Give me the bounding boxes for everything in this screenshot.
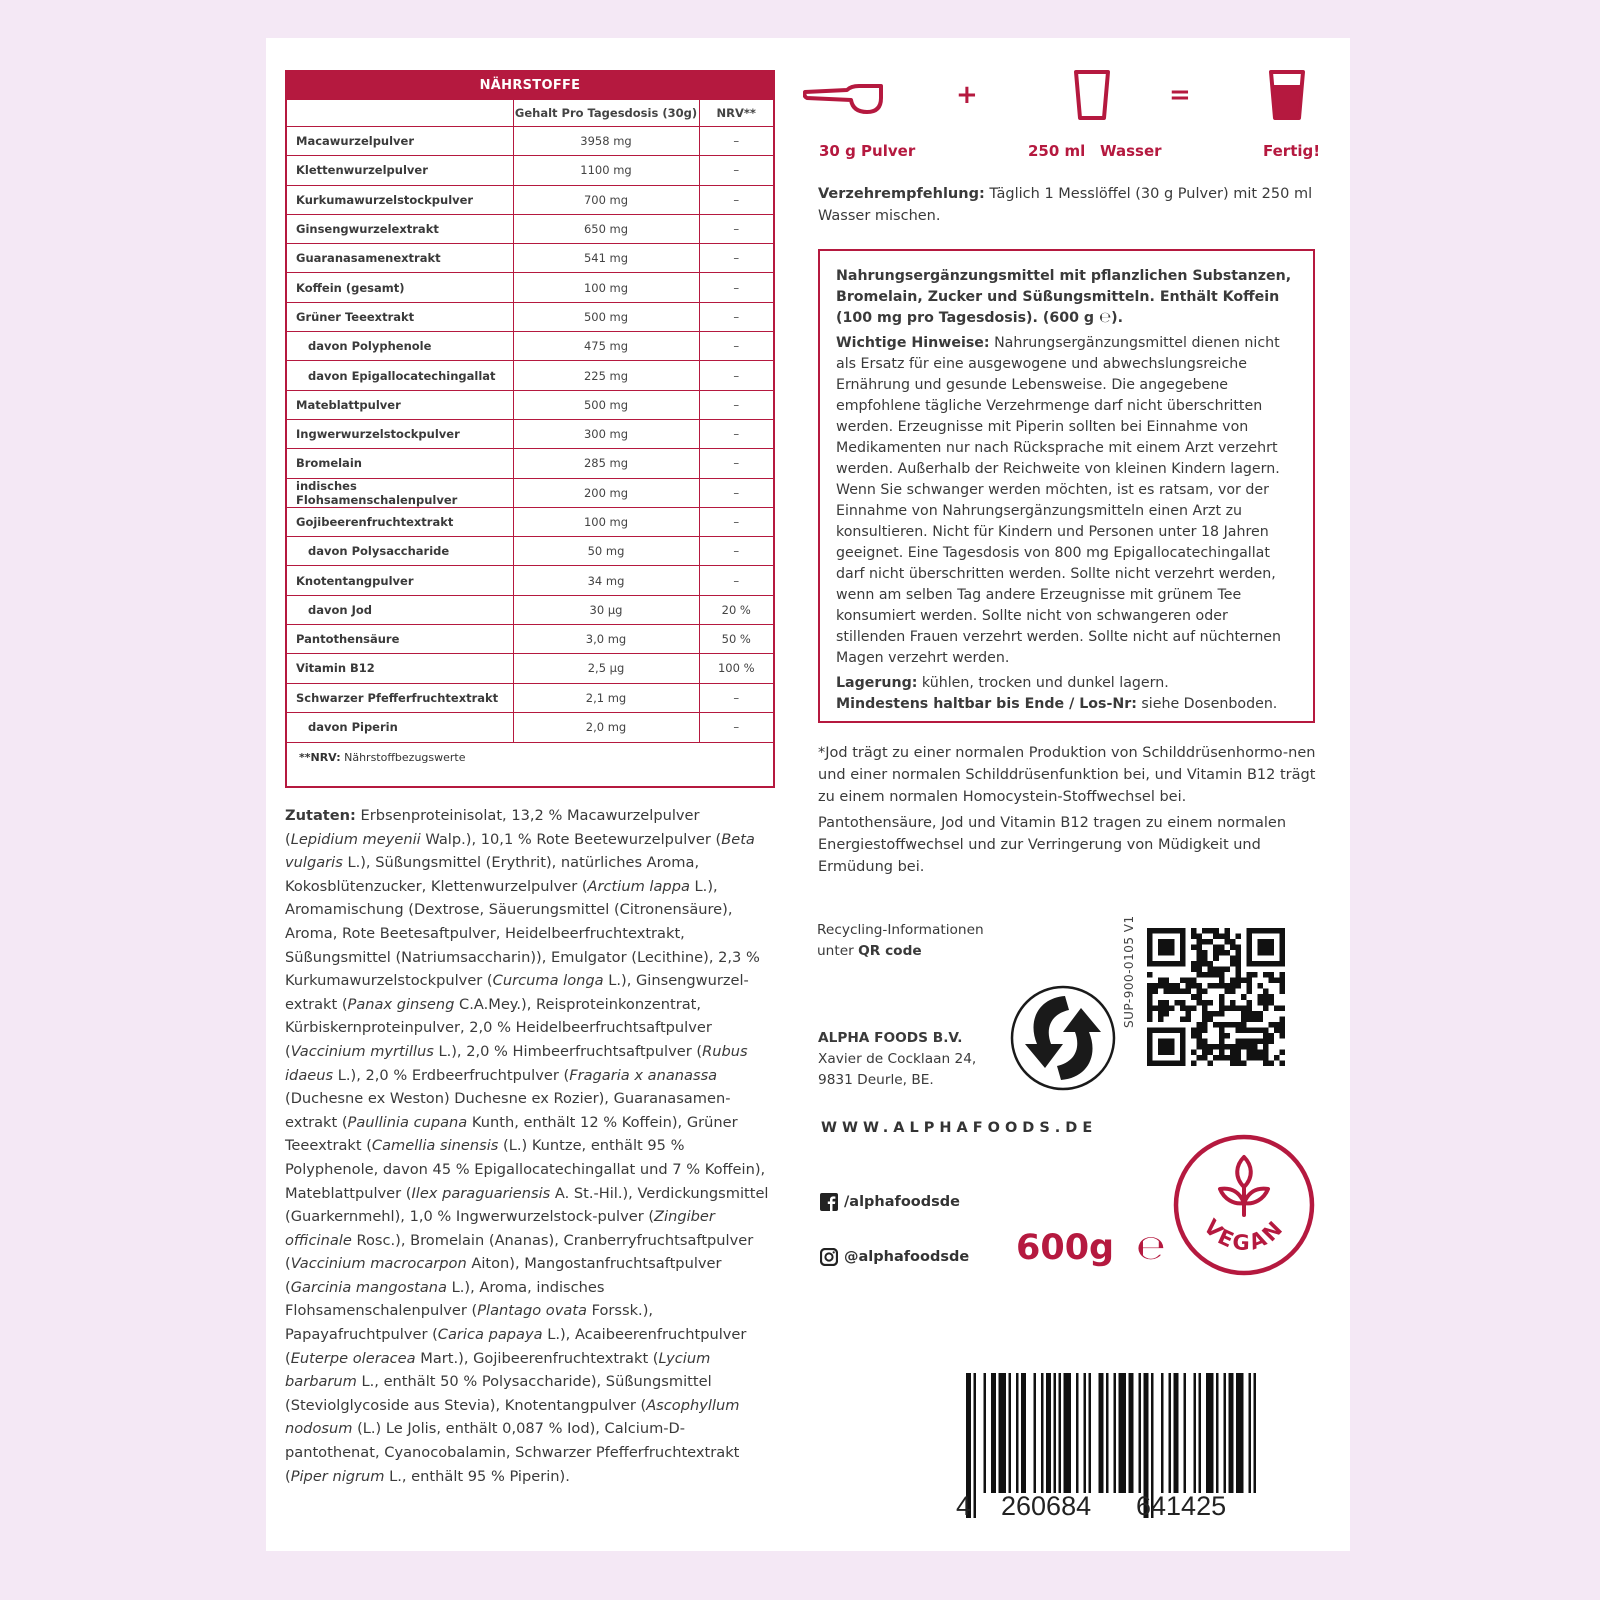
ingredient-latin-name: Garcinia mangostana <box>290 1278 447 1296</box>
barcode-bar <box>1021 1373 1026 1493</box>
nutrient-amount: 500 mg <box>513 302 699 331</box>
ingredient-text: L.), Acaibeerenfruchtpulver ( <box>285 1326 747 1367</box>
nutrient-nrv: – <box>699 156 773 185</box>
ingredient-text: L., enthält 95 % Piperin). <box>384 1467 570 1485</box>
instagram-link[interactable] <box>820 1248 969 1266</box>
nutrient-nrv: – <box>699 361 773 390</box>
ingredient-text: (L.) Kuntze, enthält 95 % Polyphenole, davon 45 % Epigallocatechingallat und 7 % Koffein), Mateblattpulver ( <box>285 1137 766 1202</box>
barcode-bar <box>1084 1373 1087 1493</box>
ingredient-text: Kunth, enthält 12 % Koffein), Grüner Teeextrakt ( <box>285 1113 738 1155</box>
nutrient-amount: 300 mg <box>513 419 699 448</box>
barcode-bar <box>1099 1373 1104 1493</box>
nutrient-nrv: – <box>699 507 773 536</box>
warning-intro: Nahrungsergänzungsmittel mit pflanzlichen Substanzen, Bromelain, Zucker und Süßungsmitteln. Enthält Koffein (100 mg pro Tagesdosis). (600 g ℮). <box>836 268 1292 326</box>
nutrition-row <box>287 683 773 712</box>
glass-empty-icon <box>1073 69 1111 121</box>
barcode-bar <box>984 1373 987 1493</box>
plus-sign: + <box>956 80 978 110</box>
nutrient-nrv: – <box>699 566 773 595</box>
barcode-bar <box>1034 1373 1037 1493</box>
header-amount: Gehalt Pro Tagesdosis (30g) <box>513 100 699 127</box>
barcode-bar <box>1161 1373 1164 1493</box>
nutrient-nrv: – <box>699 712 773 741</box>
nutrition-rows <box>287 127 773 742</box>
ingredient-text: Erbsenproteinisolat, 13,2 % Macawurzelpulver ( <box>285 807 700 848</box>
ingredient-latin-name: Plantago ovata <box>477 1302 587 1320</box>
barcode-bar <box>1184 1373 1187 1493</box>
nutrient-name: Gojibeerenfruchtextrakt <box>287 507 513 536</box>
recommendation-label: Verzehrempfehlung: <box>818 186 985 202</box>
ingredient-latin-name: Camellia sinensis <box>371 1137 499 1155</box>
nutrient-amount: 50 mg <box>513 537 699 566</box>
nutrient-amount: 1100 mg <box>513 156 699 185</box>
ingredient-latin-name: Panax ginseng <box>347 995 455 1013</box>
nutrition-row <box>287 566 773 595</box>
ingredient-text: (Duchesne ex Weston) Duchesne ex Rozier), Guaranasamen-extrakt ( <box>285 1090 731 1131</box>
ingredient-text: Walp.), 10,1 % Rote Beetewurzelpulver ( <box>420 830 722 848</box>
ingredient-latin-name: Paullinia cupana <box>347 1113 468 1131</box>
website-link[interactable]: WWW.ALPHAFOODS.DE <box>821 1120 1098 1136</box>
ingredient-text: L.), Aromamischung (Dextrose, Säuerungsmittel (Citronensäure), Aroma, Rote Beetesaftpulver, Heidelbeerfruchtextrakt, Süßungsmittel (Natriumsaccharin)), Emulgator (Lecithine), 2,3 % Kurkumawurzelstockpulver ( <box>285 877 760 990</box>
recycling-line1: Recycling-Informationen <box>817 922 984 938</box>
nutrient-name: Vitamin B12 <box>287 654 513 683</box>
barcode-bar <box>1059 1373 1062 1493</box>
nutrient-nrv: – <box>699 683 773 712</box>
barcode-bar <box>1054 1373 1057 1493</box>
nutrition-row <box>287 654 773 683</box>
step-powder-label: 30 g Pulver <box>819 142 916 160</box>
nutrient-amount: 475 mg <box>513 332 699 361</box>
ingredient-latin-name: Ascophyllum nodosum <box>285 1396 740 1438</box>
barcode-bar <box>1119 1373 1127 1493</box>
ingredient-latin-name: Vaccinium myrtillus <box>290 1042 434 1060</box>
barcode-bar <box>1114 1373 1117 1493</box>
bestbefore-label: Mindestens haltbar bis Ende / Los-Nr: <box>836 696 1137 712</box>
ingredient-text: L.), 2,0 % Erdbeerfruchtpulver ( <box>333 1066 570 1084</box>
ingredient-latin-name: Beta vulgaris <box>285 830 755 872</box>
nutrient-name: Klettenwurzelpulver <box>287 156 513 185</box>
equals-sign: = <box>1169 80 1191 110</box>
ingredient-latin-name: Arctium lappa <box>587 877 690 895</box>
nutrient-nrv: – <box>699 302 773 331</box>
barcode-bar <box>1174 1373 1179 1493</box>
nutrient-name: Guaranasamenextrakt <box>287 244 513 273</box>
nutrition-row <box>287 332 773 361</box>
nutrition-row <box>287 273 773 302</box>
nutrition-row <box>287 595 773 624</box>
nutrient-amount: 100 mg <box>513 507 699 536</box>
hints-label: Wichtige Hinweise: <box>836 335 990 351</box>
nutrient-nrv: – <box>699 214 773 243</box>
ingredient-text: (L.) Le Jolis, enthält 0,087 % Iod), Calcium-D-pantothenat, Cyanocobalamin, Schwarzer Pfefferfruchtextrakt ( <box>285 1420 740 1485</box>
net-weight-value: 600g <box>1016 1228 1115 1268</box>
recommendation-text: Täglich 1 Messlöffel (30 g Pulver) mit 250 ml Wasser mischen. <box>818 186 1313 224</box>
qr-code[interactable] <box>1147 928 1285 1066</box>
ingredients-text <box>285 804 777 1488</box>
nutrient-name: Koffein (gesamt) <box>287 273 513 302</box>
nutrient-amount: 2,0 mg <box>513 712 699 741</box>
nutrition-grid <box>287 99 773 742</box>
barcode-bar <box>1106 1373 1109 1493</box>
nutrient-amount: 700 mg <box>513 185 699 214</box>
nrv-footnote-label: **NRV: <box>299 750 341 764</box>
nutrient-amount: 2,1 mg <box>513 683 699 712</box>
nutrition-row <box>287 156 773 185</box>
company-street: Xavier de Cocklaan 24, <box>818 1051 977 1067</box>
nutrition-row <box>287 449 773 478</box>
nutrient-name: Kurkumawurzelstockpulver <box>287 185 513 214</box>
nutrient-name: Knotentangpulver <box>287 566 513 595</box>
barcode-bar <box>1194 1373 1197 1493</box>
instagram-handle: @alphafoodsde <box>844 1249 970 1265</box>
ingredient-latin-name: Zingiber officinale <box>285 1208 715 1249</box>
nutrition-row <box>287 712 773 741</box>
ingredient-latin-name: Lepidium meyenii <box>290 830 421 848</box>
nutrition-row <box>287 302 773 331</box>
claim-pantothenic: Pantothensäure, Jod und Vitamin B12 tragen zu einem normalen Energiestoffwechsel und zur Verringerung von Müdigkeit und Ermüdung bei. <box>818 815 1287 875</box>
nutrient-name: davon Polyphenole <box>287 332 513 361</box>
barcode-bar <box>1064 1373 1072 1493</box>
nutrient-amount: 30 µg <box>513 595 699 624</box>
nutrient-name: indisches Flohsamenschalenpulver <box>287 478 513 507</box>
ingredient-text: C.A.Mey.), Reisproteinkonzentrat, Kürbiskernproteinpulver, 2,0 % Heidelbeerfruchtsaftpulver ( <box>285 995 712 1060</box>
barcode-bar <box>1016 1373 1019 1493</box>
barcode-bar <box>1046 1373 1051 1493</box>
nutrient-nrv: – <box>699 244 773 273</box>
nrv-footnote <box>287 742 773 772</box>
barcode-bar <box>974 1373 977 1518</box>
nutrient-amount: 500 mg <box>513 390 699 419</box>
nutrient-name: Schwarzer Pfefferfruchtextrakt <box>287 683 513 712</box>
product-code: SUP-900-0105 V1 <box>1122 915 1136 1028</box>
step-water-label: Wasser <box>1100 142 1162 160</box>
nutrient-amount: 100 mg <box>513 273 699 302</box>
barcode-bar <box>991 1373 996 1493</box>
nutrient-name: Bromelain <box>287 449 513 478</box>
recycling-qr-label: QR code <box>858 943 922 959</box>
barcode-bar <box>1169 1373 1172 1493</box>
nutrition-row <box>287 507 773 536</box>
nutrient-name: davon Polysaccharide <box>287 537 513 566</box>
storage-label: Lagerung: <box>836 675 918 691</box>
barcode-bar <box>1089 1373 1092 1493</box>
warning-box <box>818 249 1315 723</box>
company-address <box>818 1028 976 1091</box>
nutrient-name: Ingwerwurzelstockpulver <box>287 419 513 448</box>
ingredient-text: Rosc.), Bromelain (Ananas), Cranberryfruchtsaftpulver ( <box>285 1231 754 1273</box>
barcode-bar <box>1139 1373 1142 1493</box>
nutrient-name: davon Epigallocatechingallat <box>287 361 513 390</box>
vegan-text: VEGAN <box>1198 1214 1290 1256</box>
ingredient-text: L.), Aroma, indisches Flohsamenschalenpulver ( <box>285 1278 605 1320</box>
barcode-bar <box>1216 1373 1219 1493</box>
nutrient-name: Mateblattpulver <box>287 390 513 419</box>
ingredients-label: Zutaten: <box>285 807 356 824</box>
barcode-bar <box>1199 1373 1202 1493</box>
nutrition-row <box>287 537 773 566</box>
nutrient-name: Macawurzelpulver <box>287 127 513 156</box>
ingredients-list <box>285 807 769 1485</box>
step-done-label: Fertig! <box>1263 142 1321 160</box>
nutrient-nrv: – <box>699 127 773 156</box>
facebook-link[interactable] <box>820 1193 960 1211</box>
barcode <box>956 1373 1276 1533</box>
ingredient-latin-name: Rubus idaeus <box>285 1042 748 1084</box>
green-dot-icon <box>1009 984 1117 1092</box>
nutrient-nrv: – <box>699 449 773 478</box>
ingredient-latin-name: Piper nigrum <box>290 1467 385 1485</box>
nutrition-header-row <box>287 100 773 127</box>
barcode-bar <box>1236 1373 1244 1493</box>
barcode-digits-left: 260684 <box>1001 1491 1092 1521</box>
bestbefore-text: siehe Dosenboden. <box>1136 696 1278 712</box>
storage-text: kühlen, trocken und dunkel lagern. <box>917 675 1169 691</box>
nutrient-name: davon Jod <box>287 595 513 624</box>
barcode-digits-right: 641425 <box>1136 1491 1227 1521</box>
recycling-line2: unter <box>817 943 859 959</box>
nutrient-nrv: 100 % <box>699 654 773 683</box>
nutrition-row <box>287 390 773 419</box>
barcode-bar <box>1224 1373 1227 1493</box>
step-water-amount: 250 ml <box>1028 142 1086 160</box>
ingredient-latin-name: Carica papaya <box>437 1326 543 1344</box>
barcode-bar <box>999 1373 1007 1493</box>
barcode-bar <box>1254 1373 1257 1493</box>
barcode-bar <box>1009 1373 1012 1493</box>
nutrition-row <box>287 214 773 243</box>
product-label <box>266 38 1350 1551</box>
barcode-bar <box>1229 1373 1234 1493</box>
nutrient-name: davon Piperin <box>287 712 513 741</box>
nutrient-nrv: – <box>699 332 773 361</box>
glass-full-icon <box>1268 69 1306 121</box>
nutrition-row <box>287 478 773 507</box>
facebook-icon <box>820 1193 838 1211</box>
nutrient-amount: 285 mg <box>513 449 699 478</box>
nutrition-row <box>287 127 773 156</box>
nutrient-amount: 34 mg <box>513 566 699 595</box>
ingredient-text: L.), 2,0 % Himbeerfruchtsaftpulver ( <box>433 1042 703 1060</box>
company-name: ALPHA FOODS B.V. <box>818 1030 963 1046</box>
ingredient-text: L.), Ginsengwurzel-extrakt ( <box>285 972 749 1013</box>
claim-iodine: *Jod trägt zu einer normalen Produktion von Schilddrüsenhormo-nen und einer normalen Schilddrüsenfunktion bei, und Vitamin B12 trägt zu einem normalen Homocystein-Stoffwechsel bei. <box>818 745 1316 805</box>
nutrient-name: Ginsengwurzelextrakt <box>287 214 513 243</box>
nutrition-row <box>287 185 773 214</box>
barcode-bar <box>1041 1373 1044 1493</box>
nutrient-nrv: – <box>699 478 773 507</box>
nutrient-name: Pantothensäure <box>287 625 513 654</box>
nutrient-nrv: 20 % <box>699 595 773 624</box>
instagram-icon <box>820 1248 838 1266</box>
nutrient-amount: 2,5 µg <box>513 654 699 683</box>
barcode-bar <box>1129 1373 1134 1493</box>
barcode-bar <box>1206 1373 1214 1493</box>
estimated-sign-icon: ℮ <box>1136 1228 1166 1268</box>
ingredient-latin-name: Fragaria x ananassa <box>569 1066 718 1084</box>
nutrition-table <box>285 70 775 788</box>
nutrition-row <box>287 625 773 654</box>
nutrient-nrv: – <box>699 419 773 448</box>
leaf-icon <box>1220 1157 1268 1215</box>
ingredient-text: L.), Süßungsmittel (Erythrit), natürliches Aroma, Kokosblütenzucker, Klettenwurzelpulver ( <box>285 854 700 895</box>
nutrient-amount: 3958 mg <box>513 127 699 156</box>
nutrient-amount: 650 mg <box>513 214 699 243</box>
ingredient-latin-name: Lycium barbarum <box>285 1349 711 1391</box>
nutrient-amount: 541 mg <box>513 244 699 273</box>
header-nrv: NRV** <box>699 100 773 127</box>
nutrient-nrv: – <box>699 537 773 566</box>
ingredient-text: Aiton), Mangostanfruchtsaftpulver ( <box>285 1255 722 1296</box>
ingredient-text: A. St.-Hil.), Verdickungsmittel (Guarkernmehl), 1,0 % Ingwerwurzelstock-pulver ( <box>285 1184 769 1226</box>
company-city: 9831 Deurle, BE. <box>818 1072 934 1088</box>
facebook-handle: /alphafoodsde <box>844 1194 960 1210</box>
ingredient-text: Mart.), Gojibeerenfruchtextrakt ( <box>415 1349 659 1367</box>
nutrition-row <box>287 361 773 390</box>
ingredient-text: Forssk.), Papayafruchtpulver ( <box>285 1302 654 1344</box>
health-claims <box>818 742 1318 882</box>
barcode-bar <box>1076 1373 1079 1493</box>
barcode-bar <box>1249 1373 1252 1493</box>
hints-text: Nahrungsergänzungsmittel dienen nicht als Ersatz für eine ausgewogene und abwechslungsreiche Ernährung und gesunde Lebensweise. Die angegebene empfohlene tägliche Verzehrmenge darf nicht überschritten werden. Erzeugnisse mit Piperin sollten bei Einnahme von Medikamenten nur nach Rücksprache mit einem Arzt verzehrt werden. Außerhalb der Reichweite von kleinen Kindern lagern. Wenn Sie schwanger werden möchten, ist es ratsam, vor der Einnahme von Nahrungsergänzungsmitteln einen Arzt zu konsultieren. Nicht für Kindern und Personen unter 18 Jahren geeignet. Eine Tagesdosis von 800 mg Epigallocatechingallat darf nicht überschritten werden. Sollte nicht verzehrt werden, wenn am selben Tag andere Erzeugnisse mit grünem Tee konsumiert werden. Sollte nicht von schwangeren oder stillenden Frauen verzehrt werden. Sollte nicht auf nüchternen Magen verzehrt werden. <box>836 335 1282 666</box>
svg-text:VEGAN <box>1199 1215 1289 1255</box>
nutrient-nrv: – <box>699 273 773 302</box>
ingredient-latin-name: Curcuma longa <box>492 972 604 990</box>
consumption-recommendation <box>818 183 1318 227</box>
nutrient-name: Grüner Teeextrakt <box>287 302 513 331</box>
barcode-digit-first: 4 <box>956 1491 972 1521</box>
nutrient-amount: 225 mg <box>513 361 699 390</box>
recycling-info <box>817 920 984 962</box>
nutrition-row <box>287 419 773 448</box>
nutrient-nrv: – <box>699 185 773 214</box>
nutrient-amount: 200 mg <box>513 478 699 507</box>
ingredient-latin-name: Ilex paraguariensis <box>411 1184 551 1202</box>
vegan-badge <box>1172 1133 1316 1277</box>
nutrient-nrv: – <box>699 390 773 419</box>
net-weight <box>1016 1228 1165 1268</box>
scoop-icon <box>803 68 883 118</box>
nutrition-row <box>287 244 773 273</box>
nutrition-title: NÄHRSTOFFE <box>287 72 773 99</box>
nrv-footnote-text: Nährstoffbezugswerte <box>340 750 466 764</box>
ingredient-latin-name: Vaccinium macrocarpon <box>290 1255 467 1273</box>
nutrient-nrv: 50 % <box>699 625 773 654</box>
header-nutrient <box>287 100 513 127</box>
ingredient-latin-name: Euterpe oleracea <box>290 1349 416 1367</box>
ingredient-text: L., enthält 50 % Polysaccharide), Süßungsmittel (Steviolglycoside aus Stevia), Knotentangpulver ( <box>285 1373 712 1414</box>
nutrient-amount: 3,0 mg <box>513 625 699 654</box>
